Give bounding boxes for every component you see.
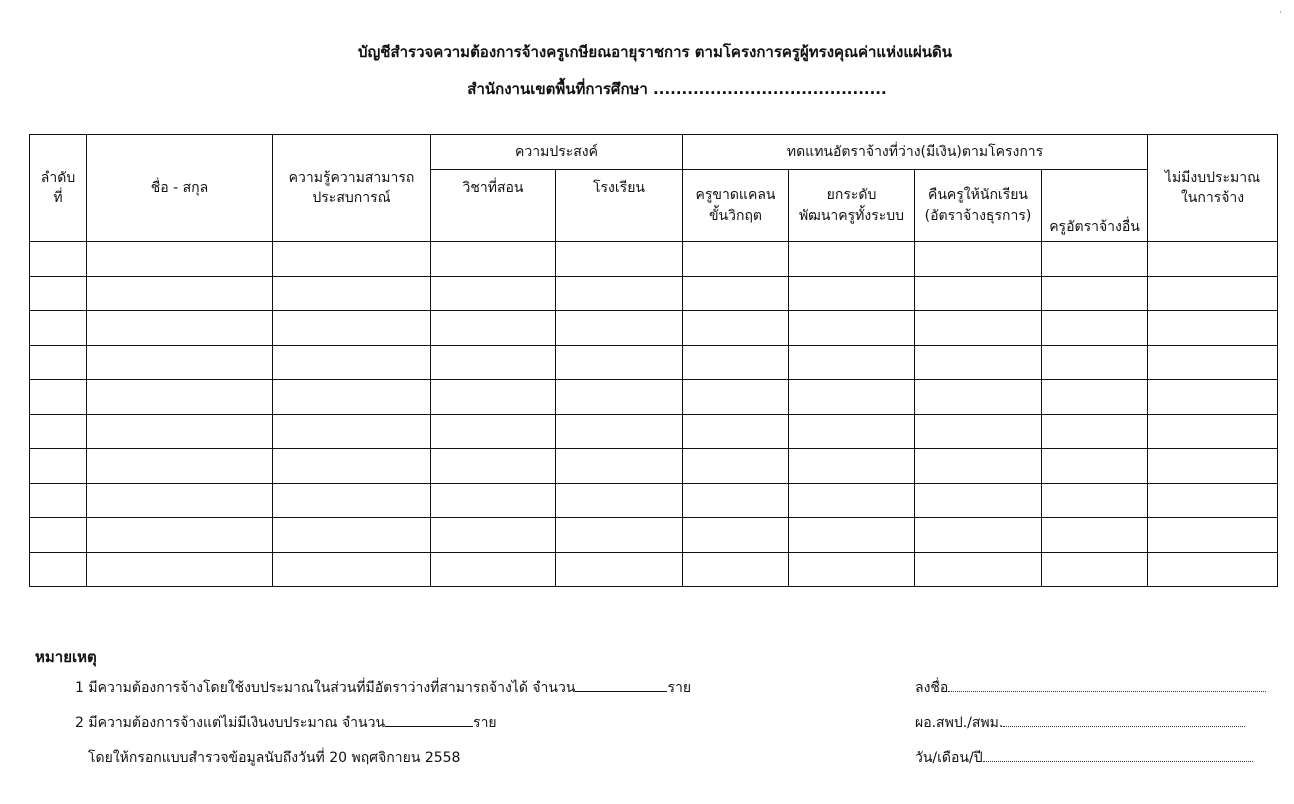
header-replace-label: ทดแทนอัตราจ้างที่ว่าง(มีเงิน)ตามโครงการ xyxy=(786,143,1044,160)
header-subject xyxy=(431,170,556,242)
table-cell[interactable] xyxy=(30,483,87,518)
note-deadline: โดยให้กรอกแบบสำรวจข้อมูลนับถึงวันที่ 20 พฤศจิกายน 2558 xyxy=(88,750,461,766)
header-no-budget xyxy=(1148,135,1278,242)
table-cell[interactable] xyxy=(1148,242,1278,277)
table-row xyxy=(30,449,1278,484)
table-cell[interactable] xyxy=(915,242,1042,277)
table-row xyxy=(30,552,1278,587)
header-upgrade xyxy=(789,170,915,242)
header-return-line1: คืนครูให้นักเรียน xyxy=(927,187,1028,204)
position-blank[interactable] xyxy=(1003,713,1245,727)
table-cell[interactable] xyxy=(431,483,556,518)
header-order-line1: ลำดับ xyxy=(40,169,76,186)
survey-table-body xyxy=(30,242,1278,587)
header-shortage-line2: ขั้นวิกฤต xyxy=(708,207,763,224)
date-blank[interactable] xyxy=(983,748,1253,762)
header-subject-label: วิชาที่สอน xyxy=(462,180,524,196)
header-replace-group xyxy=(683,135,1148,170)
scan-speck: · xyxy=(1279,8,1282,18)
header-school xyxy=(556,170,683,242)
table-cell[interactable] xyxy=(683,242,789,277)
table-cell[interactable] xyxy=(915,414,1042,449)
document-title: บัญชีสำรวจความต้องการจ้างครูเกษียณอายุราชการ ตามโครงการครูผู้ทรงคุณค่าแห่งแผ่นดิน xyxy=(357,43,953,61)
table-cell[interactable] xyxy=(1148,276,1278,311)
header-no-budget-line1: ไม่มีงบประมาณ xyxy=(1164,169,1261,186)
table-cell[interactable] xyxy=(30,380,87,415)
table-cell[interactable] xyxy=(431,345,556,380)
note-item-2-text: 2 มีความต้องการจ้างแต่ไม่มีเงินงบประมาณ จำนวน xyxy=(75,715,386,731)
header-knowledge-line1: ความรู้ความสามารถ xyxy=(288,169,415,186)
table-cell[interactable] xyxy=(556,311,683,346)
position-line xyxy=(915,712,1245,734)
header-knowledge xyxy=(273,135,431,242)
table-cell[interactable] xyxy=(431,552,556,587)
header-upgrade-line2: พัฒนาครูทั้งระบบ xyxy=(798,207,905,224)
table-cell[interactable] xyxy=(683,518,789,553)
table-cell[interactable] xyxy=(556,518,683,553)
table-cell[interactable] xyxy=(431,380,556,415)
table-cell[interactable] xyxy=(1042,380,1148,415)
table-row xyxy=(30,242,1278,277)
table-row xyxy=(30,483,1278,518)
table-cell[interactable] xyxy=(683,552,789,587)
table-cell[interactable] xyxy=(30,414,87,449)
table-cell[interactable] xyxy=(30,552,87,587)
table-cell[interactable] xyxy=(683,345,789,380)
table-cell[interactable] xyxy=(789,276,915,311)
table-cell[interactable] xyxy=(1042,552,1148,587)
table-cell[interactable] xyxy=(683,483,789,518)
table-cell[interactable] xyxy=(87,518,273,553)
table-cell[interactable] xyxy=(87,552,273,587)
table-cell[interactable] xyxy=(556,380,683,415)
table-cell[interactable] xyxy=(273,449,431,484)
table-header-row-1 xyxy=(30,135,1278,170)
note-item-2-blank[interactable] xyxy=(385,712,473,727)
table-cell[interactable] xyxy=(1148,552,1278,587)
table-cell[interactable] xyxy=(556,414,683,449)
table-cell[interactable] xyxy=(1042,345,1148,380)
table-cell[interactable] xyxy=(431,311,556,346)
table-cell[interactable] xyxy=(30,311,87,346)
table-cell[interactable] xyxy=(87,414,273,449)
signature-line xyxy=(915,677,1266,699)
signature-blank[interactable] xyxy=(948,678,1266,692)
header-order xyxy=(30,135,87,242)
table-cell[interactable] xyxy=(915,345,1042,380)
table-cell[interactable] xyxy=(87,276,273,311)
table-cell[interactable] xyxy=(1148,449,1278,484)
table-cell[interactable] xyxy=(1042,276,1148,311)
table-cell[interactable] xyxy=(273,518,431,553)
table-cell[interactable] xyxy=(30,345,87,380)
survey-table xyxy=(29,134,1278,587)
table-cell[interactable] xyxy=(87,483,273,518)
table-cell[interactable] xyxy=(789,449,915,484)
note-item-1 xyxy=(75,677,691,699)
note-item-1-unit: ราย xyxy=(667,680,692,696)
table-cell[interactable] xyxy=(915,552,1042,587)
table-cell[interactable] xyxy=(273,483,431,518)
table-cell[interactable] xyxy=(87,345,273,380)
table-cell[interactable] xyxy=(273,414,431,449)
header-name-label: ชื่อ - สกุล xyxy=(150,179,209,196)
header-other-rate-label: ครูอัตราจ้างอื่น xyxy=(1049,218,1140,235)
table-cell[interactable] xyxy=(789,414,915,449)
table-cell[interactable] xyxy=(431,276,556,311)
table-cell[interactable] xyxy=(1148,345,1278,380)
date-label: วัน/เดือน/ปี xyxy=(915,750,983,766)
table-cell[interactable] xyxy=(915,449,1042,484)
table-cell[interactable] xyxy=(30,242,87,277)
date-line xyxy=(915,747,1253,769)
note-item-1-text: 1 มีความต้องการจ้างโดยใช้งบประมาณในส่วนที่มีอัตราว่างที่สามารถจ้างได้ จำนวน xyxy=(75,680,576,696)
table-cell[interactable] xyxy=(915,311,1042,346)
table-cell[interactable] xyxy=(556,449,683,484)
table-cell[interactable] xyxy=(273,345,431,380)
note-item-2 xyxy=(75,712,497,734)
table-cell[interactable] xyxy=(431,414,556,449)
table-cell[interactable] xyxy=(431,518,556,553)
table-cell[interactable] xyxy=(1148,311,1278,346)
header-shortage xyxy=(683,170,789,242)
table-cell[interactable] xyxy=(1042,414,1148,449)
table-cell[interactable] xyxy=(683,414,789,449)
table-cell[interactable] xyxy=(30,276,87,311)
table-cell[interactable] xyxy=(1148,483,1278,518)
header-order-line2: ที่ xyxy=(53,190,63,206)
table-cell[interactable] xyxy=(273,380,431,415)
table-cell[interactable] xyxy=(556,276,683,311)
header-shortage-line1: ครูขาดแคลน xyxy=(695,187,776,204)
table-cell[interactable] xyxy=(1042,311,1148,346)
table-cell[interactable] xyxy=(30,449,87,484)
table-cell[interactable] xyxy=(1148,414,1278,449)
header-other-rate xyxy=(1042,170,1148,242)
table-cell[interactable] xyxy=(683,311,789,346)
header-knowledge-line2: ประสบการณ์ xyxy=(312,190,391,206)
table-cell[interactable] xyxy=(1148,380,1278,415)
table-cell[interactable] xyxy=(789,518,915,553)
header-no-budget-line2: ในการจ้าง xyxy=(1180,190,1245,206)
table-cell[interactable] xyxy=(273,552,431,587)
table-cell[interactable] xyxy=(87,380,273,415)
table-cell[interactable] xyxy=(87,242,273,277)
table-cell[interactable] xyxy=(789,311,915,346)
table-row xyxy=(30,311,1278,346)
table-cell[interactable] xyxy=(1042,449,1148,484)
note-item-1-blank[interactable] xyxy=(575,677,667,692)
table-cell[interactable] xyxy=(789,380,915,415)
table-cell[interactable] xyxy=(87,449,273,484)
table-cell[interactable] xyxy=(273,242,431,277)
table-cell[interactable] xyxy=(683,449,789,484)
table-cell[interactable] xyxy=(556,552,683,587)
table-cell[interactable] xyxy=(789,345,915,380)
header-return xyxy=(915,170,1042,242)
table-cell[interactable] xyxy=(431,242,556,277)
table-cell[interactable] xyxy=(1148,518,1278,553)
table-cell[interactable] xyxy=(556,345,683,380)
header-return-line2: (อัตราจ้างธุรการ) xyxy=(924,207,1032,224)
header-purpose-group xyxy=(431,135,683,170)
table-row xyxy=(30,380,1278,415)
table-cell[interactable] xyxy=(915,380,1042,415)
table-cell[interactable] xyxy=(789,483,915,518)
table-cell[interactable] xyxy=(273,276,431,311)
table-row xyxy=(30,345,1278,380)
table-cell[interactable] xyxy=(1042,483,1148,518)
table-cell[interactable] xyxy=(683,276,789,311)
note-item-2-unit: ราย xyxy=(473,715,497,731)
table-cell[interactable] xyxy=(556,242,683,277)
table-cell[interactable] xyxy=(789,552,915,587)
position-label: ผอ.สพป./สพม. xyxy=(915,715,1004,731)
table-cell[interactable] xyxy=(915,483,1042,518)
table-cell[interactable] xyxy=(556,483,683,518)
notes-title: หมายเหตุ xyxy=(35,648,97,666)
header-purpose-label: ความประสงค์ xyxy=(515,143,598,160)
signature-label: ลงชื่อ xyxy=(915,680,949,696)
table-cell[interactable] xyxy=(683,380,789,415)
table-cell[interactable] xyxy=(915,276,1042,311)
table-row xyxy=(30,518,1278,553)
table-cell[interactable] xyxy=(1042,518,1148,553)
table-row xyxy=(30,276,1278,311)
table-cell[interactable] xyxy=(87,311,273,346)
table-row xyxy=(30,414,1278,449)
header-name xyxy=(87,135,273,242)
table-cell[interactable] xyxy=(273,311,431,346)
table-cell[interactable] xyxy=(30,518,87,553)
table-cell[interactable] xyxy=(431,449,556,484)
table-cell[interactable] xyxy=(1042,242,1148,277)
header-upgrade-line1: ยกระดับ xyxy=(826,187,877,204)
table-cell[interactable] xyxy=(789,242,915,277)
document-subtitle-office: สำนักงานเขตพื้นที่การศึกษา ......................................... xyxy=(467,80,887,98)
table-cell[interactable] xyxy=(915,518,1042,553)
header-school-label: โรงเรียน xyxy=(593,180,645,196)
